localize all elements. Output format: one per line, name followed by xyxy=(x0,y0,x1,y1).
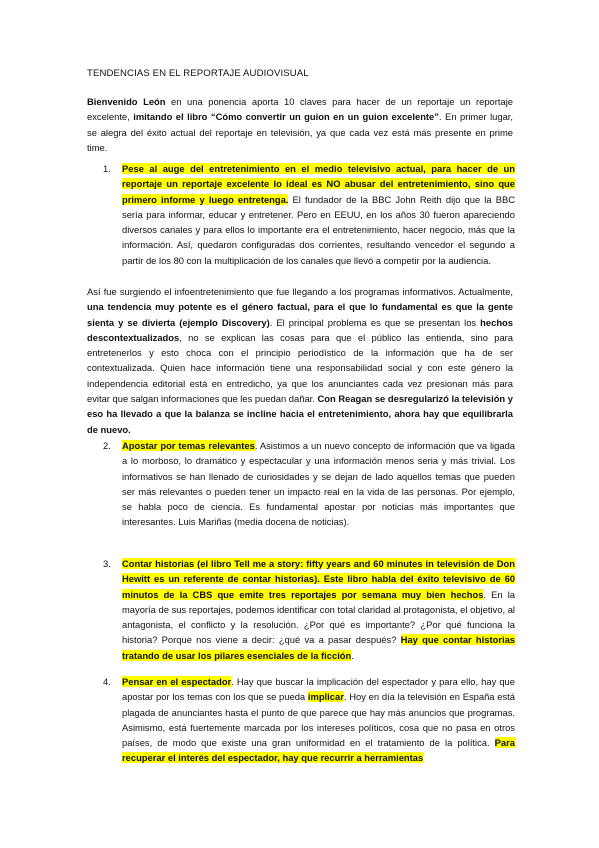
para-2-bold-1: una tendencia muy potente es el género factual, para el que lo fundamental es que la gente sienta y se divierta (ejemplo Discovery) xyxy=(87,301,513,328)
item-3-text xyxy=(122,556,515,663)
author-name: Bienvenido León xyxy=(87,96,166,107)
item-4-text xyxy=(122,674,515,766)
item-2-number: 2. xyxy=(103,440,111,451)
item-4-body-2: . Hoy en día la televisión en España está plagada de anunciantes hasta el punto de que parece que hay más anuncios que programas. Asimismo, está fuertemente marcada por los intereses políticos, cosa que no pasa en otros países, de modo que existe una gran uniformidad en el tratamiento de la política. xyxy=(122,691,515,749)
intro-paragraph xyxy=(87,94,513,155)
intro-text: en una ponencia aporta 10 claves para hacer de un reportaje un reportaje excelente, xyxy=(87,96,513,123)
item-3-highlight-1: Contar historias (el libro Tell me a story: fifty years and 60 minutes in televisión de Don Hewitt es un referente de contar historias). xyxy=(122,558,515,585)
item-2-body: . Asistimos a un nuevo concepto de información que va ligada a lo morboso, lo dramático y espectacular y una información menos seria y más trivial. Los informativos se han llenado de curiosidades y se dejan de lado aquellos temas que pueden ser más relevantes o pueden tener un impacto real en la vida de las personas. Por ejemplo, se habla poco de ciencia. Es fundamental apostar por noticias más importantes que interesantes. Luis Mariñas (media docena de noticias). xyxy=(122,440,515,528)
item-3-number: 3. xyxy=(103,558,111,569)
item-2-highlight: Apostar por temas relevantes xyxy=(122,440,255,451)
item-4-body-1: . Hay que buscar la implicación del espectador y para ello, hay que apostar por los temas con los que se pueda xyxy=(122,676,515,703)
document-title: TENDENCIAS EN EL REPORTAJE AUDIOVISUAL xyxy=(87,68,309,79)
para-2-text-1: Así fue surgiendo el infoentretenimiento que fue llegando a los programas informativos. Actualmente, xyxy=(87,286,513,297)
intro-text-end: . En primer lugar, se alegra del éxito actual del reportaje en televisión, ya que cada vez está más presente en prime time. xyxy=(87,111,514,153)
paragraph-2 xyxy=(87,284,513,437)
item-4-highlight-1: Pensar en el espectador xyxy=(122,676,232,687)
item-2-text xyxy=(122,438,515,530)
item-1-highlight: Pese al auge del entretenimiento en el medio televisivo actual, para hacer de un reportaje un reportaje excelente lo ideal es NO abusar del entretenimiento, sino que primero informe y luego entretenga. xyxy=(122,163,515,205)
para-2-text-2: . El principal problema es que se presentan los xyxy=(269,316,481,328)
para-2-bold-3: Con Reagan se desregularizó la televisión y eso ha llevado a que la balanza se incline hacia el entretenimiento, ahora hay que equilibrarla de nuevo. xyxy=(87,393,513,435)
item-3-end: . xyxy=(351,649,354,661)
item-4-highlight-3: Para recuperar el interés del espectador, hay que recurrir a herramientas xyxy=(122,737,515,764)
item-3-highlight-2: Este libro habla del éxito televisivo de 60 minutos de la CBS que emite tres reportajes por semana muy bien hechos xyxy=(122,573,515,600)
para-2-text-3: , no se explican las cosas para que el público las entienda, sino para entretenerlos y esto choca con el principio periodístico de la información que ha de ser contextualizada. Quien hace información tiene una responsabilidad social y con este género la independencia editorial está en entredicho, ya que los anunciantes cada vez presionan más para evitar que salgan informaciones que les puedan dañar. xyxy=(87,331,513,405)
item-3-highlight-3: Hay que contar historias tratando de usar los pilares esenciales de la ficción xyxy=(122,634,516,661)
para-2-bold-2: hechos descontextualizados xyxy=(87,316,513,343)
item-4-highlight-2: implicar xyxy=(307,691,344,703)
item-1-number: 1. xyxy=(103,163,111,174)
item-1-text xyxy=(122,161,515,268)
item-4-number: 4. xyxy=(103,676,111,687)
intro-bold: imitando el libro “Cómo convertir un guion en un guion excelente” xyxy=(133,111,439,123)
item-1-body: El fundador de la BBC John Reith dijo que la BBC sería para informar, educar y entretener. Pero en EEUU, en los años 30 fueron apareciendo diversos canales y para ellos lo importante era el entretenimiento, hacer negocio, más que la información. Así, quedaron configuradas dos corrientes, resultando vencedor el segundo a partir de los 80 con la multiplicación de los canales que llevó a competir por la audiencia. xyxy=(122,193,515,266)
item-3-body: . En la mayoría de sus reportajes, podemos identificar con total claridad al protagonista, el objetivo, al antagonista, el conflicto y la resolución. ¿Por qué es importante? ¿Por qué funciona la historia? Porque nos viene a decir: ¿qué va a pasar después? xyxy=(122,588,516,646)
